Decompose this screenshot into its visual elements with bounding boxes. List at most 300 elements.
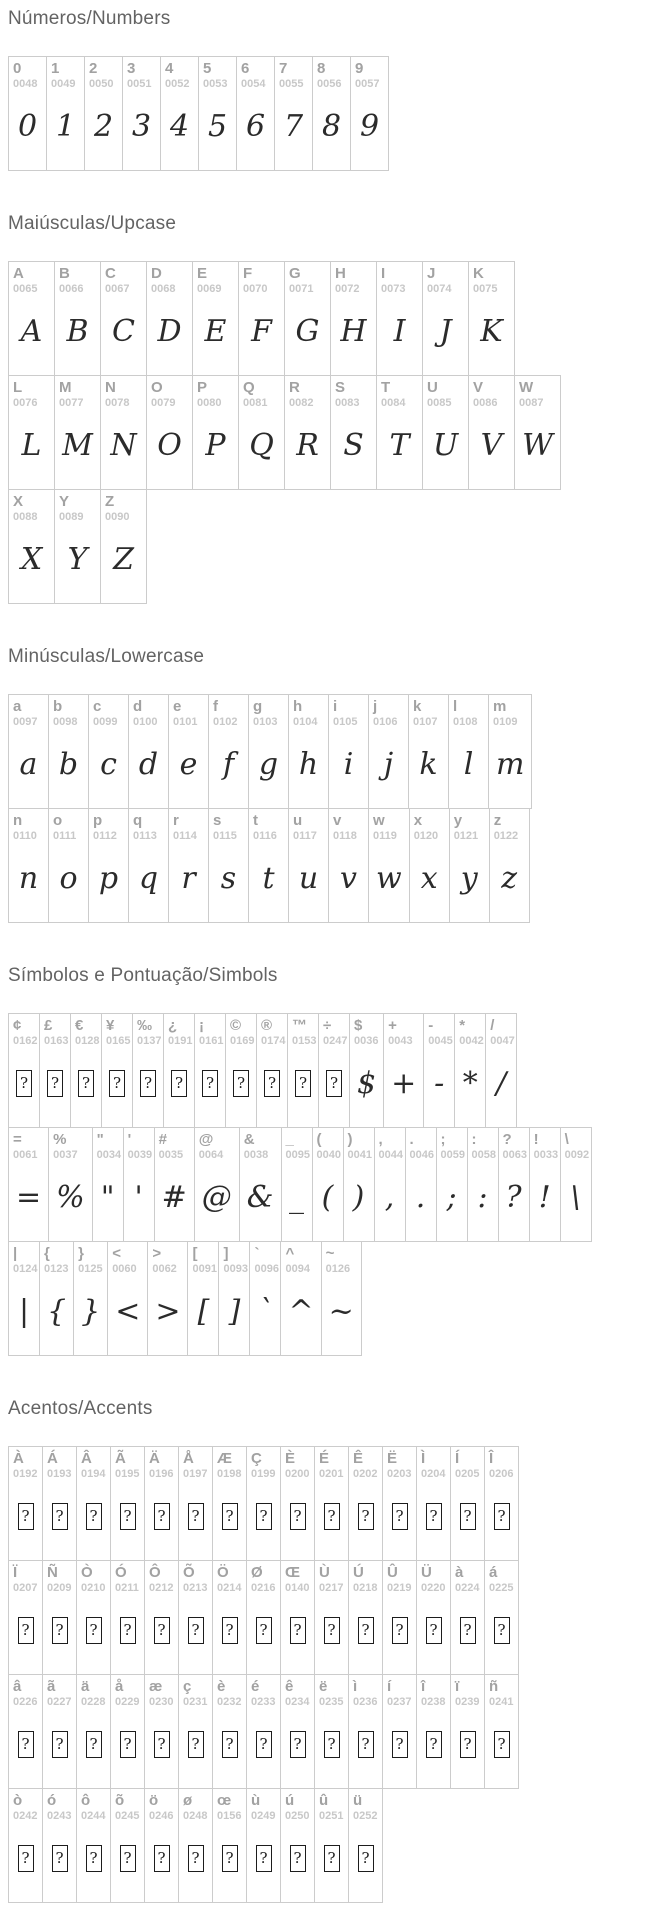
unicode-code: 0235 bbox=[319, 1696, 344, 1708]
notdef-glyph-icon: ? bbox=[358, 1617, 374, 1644]
glyph-preview: : bbox=[477, 1179, 488, 1215]
glyph-cell bbox=[122, 56, 161, 171]
glyph-preview-area bbox=[209, 729, 248, 808]
glyph-preview: M bbox=[62, 427, 93, 463]
unicode-code: 0112 bbox=[93, 830, 117, 842]
character-label: œ bbox=[217, 1792, 232, 1809]
unicode-code: 0073 bbox=[381, 283, 406, 295]
glyph-preview-area bbox=[145, 1709, 178, 1788]
character-label: % bbox=[53, 1131, 67, 1148]
glyph-cell bbox=[178, 1446, 213, 1561]
notdef-glyph-icon: ? bbox=[426, 1731, 442, 1758]
character-label: . bbox=[409, 1131, 414, 1148]
glyph-cell bbox=[280, 1674, 315, 1789]
glyph-preview-area bbox=[9, 1823, 42, 1902]
notdef-glyph-icon: ? bbox=[256, 1731, 272, 1758]
unicode-code: 0195 bbox=[115, 1468, 140, 1480]
glyph-cell bbox=[76, 1674, 111, 1789]
unicode-code: 0193 bbox=[47, 1468, 72, 1480]
character-label: ¡ bbox=[199, 1017, 204, 1034]
glyph-preview-area bbox=[451, 1709, 484, 1788]
glyph-preview-area bbox=[417, 1709, 450, 1788]
glyph-cell bbox=[168, 694, 209, 809]
character-label: _ bbox=[285, 1131, 294, 1148]
character-label: Æ bbox=[217, 1450, 232, 1467]
glyph-preview-area bbox=[247, 1709, 280, 1788]
glyph-preview: K bbox=[480, 313, 503, 349]
unicode-code: 0036 bbox=[354, 1035, 379, 1047]
glyph-preview-area bbox=[101, 410, 146, 489]
character-label: g bbox=[253, 698, 263, 715]
character-label: J bbox=[427, 265, 436, 282]
notdef-glyph-icon: ? bbox=[290, 1617, 306, 1644]
glyph-cell bbox=[330, 375, 377, 490]
glyph-preview: \ bbox=[570, 1179, 581, 1215]
unicode-code: 0243 bbox=[47, 1810, 72, 1822]
unicode-code: 0115 bbox=[213, 830, 237, 842]
notdef-glyph-icon: ? bbox=[222, 1731, 238, 1758]
notdef-glyph-icon: ? bbox=[222, 1845, 238, 1872]
glyph-preview-area bbox=[369, 843, 409, 922]
glyph-cell bbox=[42, 1446, 77, 1561]
notdef-glyph-icon: ? bbox=[256, 1503, 272, 1530]
character-label: B bbox=[59, 265, 70, 282]
glyph-preview-area bbox=[209, 843, 248, 922]
glyph-preview: m bbox=[496, 746, 525, 782]
notdef-glyph-icon: ? bbox=[392, 1617, 408, 1644]
glyph-preview-area bbox=[409, 729, 448, 808]
unicode-code: 0203 bbox=[387, 1468, 412, 1480]
glyph-preview-area bbox=[93, 1162, 123, 1241]
glyph-cell bbox=[485, 1013, 517, 1128]
glyph-preview: 4 bbox=[169, 108, 190, 144]
glyph-preview-area bbox=[40, 1048, 70, 1127]
glyph-preview-area bbox=[188, 1276, 218, 1355]
unicode-code: 0089 bbox=[59, 511, 84, 523]
glyph-cell bbox=[514, 375, 561, 490]
glyph-preview: V bbox=[480, 427, 503, 463]
glyph-preview-area bbox=[313, 1162, 343, 1241]
character-label: ] bbox=[223, 1245, 229, 1262]
glyph-preview-area bbox=[9, 524, 54, 603]
notdef-glyph-icon: ? bbox=[86, 1845, 102, 1872]
glyph-cell bbox=[8, 1788, 43, 1903]
character-label: o bbox=[53, 812, 63, 829]
glyph-preview-area bbox=[437, 1162, 467, 1241]
character-label: í bbox=[387, 1678, 392, 1695]
glyph-preview: T bbox=[389, 427, 410, 463]
glyph-preview-area bbox=[193, 410, 238, 489]
glyph-preview: ' bbox=[134, 1179, 143, 1215]
character-label: 6 bbox=[241, 60, 250, 77]
unicode-code: 0249 bbox=[251, 1810, 276, 1822]
character-label: Ø bbox=[251, 1564, 263, 1581]
glyph-row bbox=[8, 375, 653, 490]
glyph-preview-area bbox=[55, 296, 100, 375]
unicode-code: 0117 bbox=[293, 830, 317, 842]
glyph-cell bbox=[382, 1446, 417, 1561]
notdef-glyph-icon: ? bbox=[324, 1503, 340, 1530]
glyph-cell bbox=[248, 808, 289, 923]
glyph-cell bbox=[383, 1013, 424, 1128]
glyph-preview: I bbox=[393, 313, 406, 349]
notdef-glyph-icon: ? bbox=[52, 1845, 68, 1872]
glyph-preview: 1 bbox=[55, 108, 76, 144]
unicode-code: 0071 bbox=[289, 283, 314, 295]
character-label: i bbox=[333, 698, 338, 715]
glyph-preview-area bbox=[469, 296, 514, 375]
glyph-preview-area bbox=[43, 1595, 76, 1674]
glyph-cell bbox=[54, 375, 101, 490]
unicode-code: 0056 bbox=[317, 78, 342, 90]
glyph-preview-area bbox=[89, 843, 128, 922]
notdef-glyph-icon: ? bbox=[120, 1845, 136, 1872]
notdef-glyph-icon: ? bbox=[154, 1617, 170, 1644]
notdef-glyph-icon: ? bbox=[52, 1617, 68, 1644]
unicode-code: 0039 bbox=[127, 1149, 153, 1161]
notdef-glyph-icon: ? bbox=[264, 1070, 280, 1097]
glyph-cell bbox=[147, 1241, 188, 1356]
glyph-grid-uppercase bbox=[8, 261, 653, 604]
glyph-preview-area bbox=[145, 1823, 178, 1902]
glyph-preview-area bbox=[485, 1481, 518, 1560]
character-label: k bbox=[413, 698, 422, 715]
glyph-cell bbox=[160, 56, 199, 171]
unicode-code: 0156 bbox=[217, 1810, 242, 1822]
character-label: K bbox=[473, 265, 484, 282]
character-label: ê bbox=[285, 1678, 294, 1695]
glyph-preview: A bbox=[20, 313, 43, 349]
character-label: Ñ bbox=[47, 1564, 58, 1581]
unicode-code: 0062 bbox=[152, 1263, 177, 1275]
glyph-preview-area bbox=[71, 1048, 101, 1127]
glyph-preview-area bbox=[485, 1709, 518, 1788]
unicode-code: 0205 bbox=[455, 1468, 480, 1480]
unicode-code: 0204 bbox=[421, 1468, 446, 1480]
glyph-cell bbox=[100, 489, 147, 604]
character-label: ™ bbox=[292, 1017, 307, 1034]
unicode-code: 0217 bbox=[319, 1582, 344, 1594]
glyph-preview: 3 bbox=[131, 108, 152, 144]
glyph-preview-area bbox=[74, 1276, 107, 1355]
glyph-cell bbox=[450, 1446, 485, 1561]
glyph-cell bbox=[208, 694, 249, 809]
glyph-preview-area bbox=[383, 1595, 416, 1674]
notdef-glyph-icon: ? bbox=[154, 1845, 170, 1872]
glyph-cell bbox=[218, 1241, 250, 1356]
unicode-code: 0072 bbox=[335, 283, 360, 295]
character-label: r bbox=[173, 812, 179, 829]
unicode-code: 0137 bbox=[137, 1035, 162, 1047]
character-label: S bbox=[335, 379, 346, 396]
glyph-preview-area bbox=[249, 729, 288, 808]
glyph-cell bbox=[238, 261, 285, 376]
glyph-preview-area bbox=[43, 1709, 76, 1788]
glyph-preview-area bbox=[193, 296, 238, 375]
character-label: 4 bbox=[165, 60, 174, 77]
glyph-preview-area bbox=[499, 1162, 529, 1241]
glyph-preview-area bbox=[9, 1162, 48, 1241]
notdef-glyph-icon: ? bbox=[233, 1070, 249, 1097]
character-label: O bbox=[151, 379, 163, 396]
section-title-accents: Acentos/Accents bbox=[8, 1398, 153, 1419]
glyph-preview: s bbox=[220, 860, 237, 896]
unicode-code: 0196 bbox=[149, 1468, 174, 1480]
glyph-preview-area bbox=[288, 1048, 318, 1127]
glyph-cell bbox=[449, 808, 490, 923]
glyph-cell bbox=[284, 261, 331, 376]
character-label: ç bbox=[183, 1678, 192, 1695]
glyph-cell bbox=[498, 1127, 530, 1242]
glyph-preview-area bbox=[423, 296, 468, 375]
unicode-code: 0113 bbox=[133, 830, 157, 842]
glyph-preview-area bbox=[101, 296, 146, 375]
glyph-preview-area bbox=[9, 1481, 42, 1560]
glyph-preview-area bbox=[240, 1162, 281, 1241]
unicode-code: 0248 bbox=[183, 1810, 208, 1822]
character-label: Ã bbox=[115, 1450, 126, 1467]
glyph-preview-area bbox=[350, 1048, 383, 1127]
unicode-code: 0053 bbox=[203, 78, 228, 90]
glyph-cell bbox=[146, 261, 193, 376]
glyph-cell bbox=[312, 1127, 344, 1242]
character-label: a bbox=[13, 698, 22, 715]
glyph-preview-area bbox=[247, 1595, 280, 1674]
character-label: ( bbox=[316, 1131, 322, 1148]
character-label: P bbox=[197, 379, 208, 396]
character-label: É bbox=[319, 1450, 330, 1467]
notdef-glyph-icon: ? bbox=[18, 1617, 34, 1644]
glyph-preview-area bbox=[213, 1709, 246, 1788]
unicode-code: 0091 bbox=[192, 1263, 217, 1275]
glyph-cell bbox=[408, 694, 449, 809]
glyph-preview: ` bbox=[257, 1293, 273, 1329]
glyph-cell bbox=[328, 694, 369, 809]
notdef-glyph-icon: ? bbox=[494, 1617, 510, 1644]
glyph-cell bbox=[8, 1127, 49, 1242]
character-label: - bbox=[428, 1017, 434, 1034]
glyph-preview-area bbox=[148, 1276, 187, 1355]
glyph-preview-area bbox=[123, 91, 160, 170]
character-label: ¢ bbox=[13, 1017, 22, 1034]
glyph-preview-area bbox=[9, 410, 54, 489]
glyph-preview: j bbox=[383, 746, 394, 782]
glyph-preview-area bbox=[515, 410, 560, 489]
glyph-preview-area bbox=[281, 1276, 320, 1355]
unicode-code: 0108 bbox=[453, 716, 478, 728]
unicode-code: 0206 bbox=[489, 1468, 514, 1480]
glyph-preview-area bbox=[179, 1823, 212, 1902]
unicode-code: 0128 bbox=[75, 1035, 100, 1047]
notdef-glyph-icon: ? bbox=[290, 1845, 306, 1872]
glyph-preview: t bbox=[262, 860, 275, 896]
glyph-preview: B bbox=[66, 313, 89, 349]
character-label: à bbox=[455, 1564, 464, 1581]
unicode-code: 0101 bbox=[173, 716, 198, 728]
glyph-preview: 2 bbox=[93, 108, 114, 144]
character-label: Å bbox=[183, 1450, 194, 1467]
glyph-row bbox=[8, 694, 653, 809]
glyph-cell bbox=[192, 261, 239, 376]
notdef-glyph-icon: ? bbox=[188, 1731, 204, 1758]
glyph-preview-area bbox=[289, 729, 328, 808]
unicode-code: 0076 bbox=[13, 397, 38, 409]
glyph-preview: e bbox=[179, 746, 198, 782]
glyph-preview-area bbox=[49, 843, 88, 922]
notdef-glyph-icon: ? bbox=[358, 1731, 374, 1758]
glyph-preview-area bbox=[485, 1595, 518, 1674]
glyph-preview-area bbox=[179, 1481, 212, 1560]
unicode-code: 0043 bbox=[388, 1035, 413, 1047]
glyph-preview-area bbox=[281, 1481, 314, 1560]
glyph-preview-area bbox=[406, 1162, 436, 1241]
glyph-cell bbox=[8, 1241, 40, 1356]
character-label: ú bbox=[285, 1792, 295, 1809]
character-label: Ä bbox=[149, 1450, 160, 1467]
unicode-code: 0229 bbox=[115, 1696, 140, 1708]
glyph-preview: > bbox=[155, 1293, 181, 1329]
notdef-glyph-icon: ? bbox=[120, 1503, 136, 1530]
glyph-cell bbox=[8, 489, 55, 604]
character-label: | bbox=[13, 1245, 18, 1262]
character-label: ) bbox=[347, 1131, 353, 1148]
glyph-preview-area bbox=[77, 1481, 110, 1560]
unicode-code: 0055 bbox=[279, 78, 304, 90]
glyph-preview: q bbox=[138, 860, 159, 896]
character-label: & bbox=[243, 1131, 255, 1148]
glyph-preview-area bbox=[239, 296, 284, 375]
unicode-code: 0068 bbox=[151, 283, 176, 295]
glyph-row bbox=[8, 808, 653, 923]
glyph-cell bbox=[92, 1127, 124, 1242]
glyph-preview-area bbox=[451, 1481, 484, 1560]
glyph-preview: ; bbox=[446, 1179, 457, 1215]
glyph-preview-area bbox=[129, 729, 168, 808]
glyph-preview-area bbox=[145, 1481, 178, 1560]
unicode-code: 0123 bbox=[44, 1263, 69, 1275]
character-label: D bbox=[151, 265, 162, 282]
glyph-cell bbox=[368, 694, 409, 809]
glyph-preview-area bbox=[377, 410, 422, 489]
glyph-preview-area bbox=[369, 729, 408, 808]
glyph-preview-area bbox=[179, 1709, 212, 1788]
unicode-code: 0233 bbox=[251, 1696, 276, 1708]
unicode-code: 0100 bbox=[133, 716, 158, 728]
character-label: b bbox=[53, 698, 63, 715]
glyph-preview-area bbox=[169, 729, 208, 808]
glyph-preview-area bbox=[213, 1595, 246, 1674]
unicode-code: 0107 bbox=[413, 716, 438, 728]
glyph-preview-area bbox=[129, 843, 168, 922]
character-label: L bbox=[13, 379, 23, 396]
unicode-code: 0120 bbox=[413, 830, 439, 842]
unicode-code: 0040 bbox=[316, 1149, 341, 1161]
glyph-preview: [ bbox=[197, 1293, 210, 1329]
notdef-glyph-icon: ? bbox=[324, 1731, 340, 1758]
glyph-cell bbox=[42, 1560, 77, 1675]
glyph-cell bbox=[382, 1560, 417, 1675]
glyph-cell bbox=[489, 808, 530, 923]
character-label: ‰ bbox=[137, 1017, 152, 1034]
unicode-code: 0061 bbox=[13, 1149, 38, 1161]
glyph-cell bbox=[212, 1560, 247, 1675]
glyph-preview-area bbox=[43, 1823, 76, 1902]
glyph-preview-area bbox=[49, 729, 88, 808]
character-label: û bbox=[319, 1792, 329, 1809]
character-label: t bbox=[253, 812, 258, 829]
unicode-code: 0244 bbox=[81, 1810, 106, 1822]
character-label: ã bbox=[47, 1678, 56, 1695]
glyph-cell bbox=[187, 1241, 219, 1356]
glyph-preview: ] bbox=[228, 1293, 241, 1329]
unicode-code: 0237 bbox=[387, 1696, 412, 1708]
glyph-preview: } bbox=[81, 1293, 101, 1329]
glyph-preview-area bbox=[375, 1162, 405, 1241]
notdef-glyph-icon: ? bbox=[154, 1731, 170, 1758]
notdef-glyph-icon: ? bbox=[86, 1503, 102, 1530]
glyph-preview-area bbox=[315, 1595, 348, 1674]
unicode-code: 0245 bbox=[115, 1810, 140, 1822]
glyph-cell bbox=[48, 808, 89, 923]
glyph-cell bbox=[225, 1013, 257, 1128]
character-label: Ê bbox=[353, 1450, 364, 1467]
character-label: f bbox=[213, 698, 218, 715]
unicode-code: 0213 bbox=[183, 1582, 208, 1594]
unicode-code: 0070 bbox=[243, 283, 268, 295]
unicode-code: 0252 bbox=[353, 1810, 378, 1822]
glyph-preview-area bbox=[89, 729, 128, 808]
glyph-preview-area bbox=[250, 1276, 280, 1355]
glyph-preview: c bbox=[100, 746, 117, 782]
glyph-grid-lowercase bbox=[8, 694, 653, 923]
glyph-preview-area bbox=[9, 1048, 39, 1127]
notdef-glyph-icon: ? bbox=[324, 1845, 340, 1872]
glyph-preview-area bbox=[49, 1162, 92, 1241]
character-label: n bbox=[13, 812, 23, 829]
glyph-cell bbox=[256, 1013, 288, 1128]
unicode-code: 0209 bbox=[47, 1582, 72, 1594]
unicode-code: 0116 bbox=[253, 830, 277, 842]
notdef-glyph-icon: ? bbox=[494, 1503, 510, 1530]
glyph-preview: R bbox=[296, 427, 319, 463]
glyph-preview-area bbox=[111, 1709, 144, 1788]
glyph-cell bbox=[416, 1560, 451, 1675]
glyph-cell bbox=[132, 1013, 164, 1128]
glyph-cell bbox=[288, 694, 329, 809]
notdef-glyph-icon: ? bbox=[426, 1617, 442, 1644]
glyph-cell bbox=[280, 1788, 315, 1903]
notdef-glyph-icon: ? bbox=[324, 1617, 340, 1644]
glyph-preview: & bbox=[246, 1179, 274, 1215]
glyph-preview-area bbox=[289, 843, 328, 922]
glyph-preview: @ bbox=[201, 1179, 232, 1215]
unicode-code: 0066 bbox=[59, 283, 84, 295]
unicode-code: 0242 bbox=[13, 1810, 38, 1822]
glyph-cell bbox=[328, 808, 369, 923]
character-label: Ò bbox=[81, 1564, 93, 1581]
character-label: C bbox=[105, 265, 116, 282]
unicode-code: 0094 bbox=[285, 1263, 310, 1275]
glyph-preview: ? bbox=[505, 1179, 522, 1215]
glyph-preview: + bbox=[391, 1065, 417, 1101]
glyph-cell bbox=[238, 375, 285, 490]
unicode-code: 0232 bbox=[217, 1696, 242, 1708]
character-label: m bbox=[493, 698, 507, 715]
glyph-preview: # bbox=[161, 1179, 187, 1215]
notdef-glyph-icon: ? bbox=[290, 1731, 306, 1758]
glyph-preview-area bbox=[344, 1162, 374, 1241]
glyph-cell bbox=[146, 375, 193, 490]
